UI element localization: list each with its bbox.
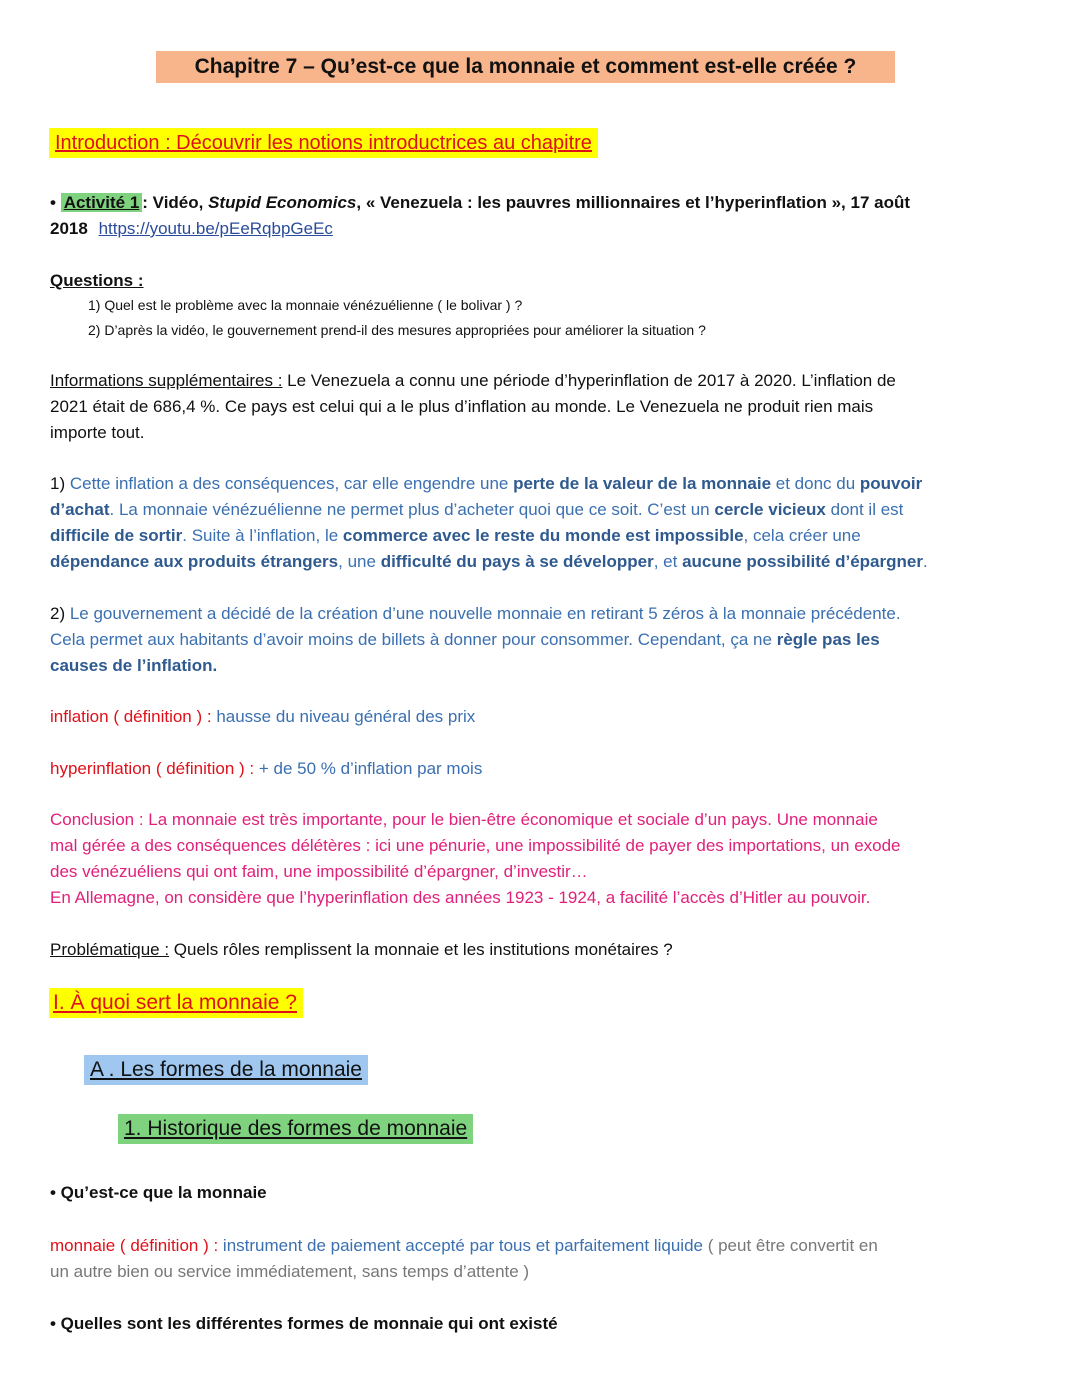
question-1: 1) Quel est le problème avec la monnaie vénézuélienne ( le bolivar ) ? <box>88 297 523 313</box>
conclusion-line-2: mal gérée a des conséquences délétères : ici une pénurie, une impossibilité de payer des importations, un exode <box>50 836 901 855</box>
answer1-t8: , et <box>653 552 683 571</box>
answer2-l2: Cela permet aux habitants d’avoir moins de billets à donner pour consommer. Cependant, ça ne <box>50 630 777 649</box>
answer1-line-4 <box>50 549 1035 575</box>
answer1-b5: difficile de sortir <box>50 526 183 545</box>
answer2-num: 2) <box>50 604 66 623</box>
question-2: 2) D’après la vidéo, le gouvernement prend-il des mesures appropriées pour améliorer la situation ? <box>88 322 706 338</box>
problematique <box>50 937 1035 963</box>
bullet-question-2: • Quelles sont les différentes formes de monnaie qui ont existé <box>50 1314 558 1333</box>
activity-text-a: : Vidéo, <box>142 193 209 212</box>
answer1-b4: cercle vicieux <box>714 500 826 519</box>
answer1-b1: perte de la valeur de la monnaie <box>513 474 772 493</box>
answer1-b3: d’achat <box>50 500 110 519</box>
answer1-b7: dépendance aux produits étrangers <box>50 552 339 571</box>
answer2-line-2 <box>50 627 1035 653</box>
bullet: • <box>50 193 56 212</box>
def-hyper-text: + de 50 % d’inflation par mois <box>254 759 483 778</box>
bullet-question-1: • Qu’est-ce que la monnaie <box>50 1183 267 1202</box>
answer1-num: 1) <box>50 474 66 493</box>
def-monnaie-line-1 <box>50 1233 1035 1259</box>
activity-text-b: , « Venezuela : les pauvres millionnaires et l’hyperinflation », 17 août <box>356 193 911 212</box>
problematique-label: Problématique : <box>50 940 170 959</box>
answer1-line-2 <box>50 497 1035 523</box>
info-line-1 <box>50 368 1035 394</box>
info-text-1: Le Venezuela a connu une période d’hyperinflation de 2017 à 2020. L’inflation de <box>282 371 896 390</box>
answer1-b2: pouvoir <box>859 474 923 493</box>
def-monnaie-text: instrument de paiement accepté par tous et parfaitement liquide <box>218 1236 703 1255</box>
intro-heading: Introduction : Découvrir les notions introductrices au chapitre <box>49 128 598 158</box>
answer1-b6: commerce avec le reste du monde est impossible <box>342 526 744 545</box>
def-hyperinflation <box>50 756 1035 782</box>
conclusion-line-3: des vénézuéliens qui ont faim, une impossibilité d’épargner, d’investir… <box>50 862 588 881</box>
section-1-heading: 1. Historique des formes de monnaie <box>118 1114 473 1144</box>
activity-link[interactable]: https://youtu.be/pEeRqbpGeEc <box>98 219 333 238</box>
info-line-3: importe tout. <box>50 423 145 442</box>
def-inflation-text: hausse du niveau général des prix <box>211 707 476 726</box>
answer1-t7: , une <box>338 552 381 571</box>
def-inflation <box>50 704 1035 730</box>
answer1-t4: dont il est <box>825 500 904 519</box>
answer1-t3: . La monnaie vénézuélienne ne permet plus d’acheter quoi que ce soit. C’est un <box>109 500 715 519</box>
def-monnaie-line-2: un autre bien ou service immédiatement, sans temps d’attente ) <box>50 1262 530 1281</box>
info-line-2: 2021 était de 686,4 %. Ce pays est celui qui a le plus d’inflation au monde. Le Venezuela ne produit rien mais <box>50 397 874 416</box>
answer1-line-3 <box>50 523 1035 549</box>
answer1-t1: Cette inflation a des conséquences, car elle engendre une <box>65 474 514 493</box>
questions-heading: Questions : <box>50 271 144 290</box>
def-hyper-term: hyperinflation ( définition ) : <box>50 759 255 778</box>
answer1-b9: aucune possibilité d’épargner <box>682 552 923 571</box>
def-monnaie-extra-1: ( peut être convertit en <box>703 1236 878 1255</box>
activity-year: 2018 <box>50 219 88 238</box>
answer1-t5: . Suite à l’inflation, le <box>182 526 343 545</box>
def-inflation-term: inflation ( définition ) : <box>50 707 212 726</box>
section-A-heading: A . Les formes de la monnaie <box>84 1055 368 1085</box>
answer1-b8: difficulté du pays à se développer <box>380 552 654 571</box>
activity-line-2 <box>50 216 333 242</box>
answer2-line-3: causes de l’inflation. <box>50 656 218 675</box>
section-I-heading: I. À quoi sert la monnaie ? <box>49 988 303 1018</box>
activity-label: Activité 1 <box>61 193 143 212</box>
problematique-text: Quels rôles remplissent la monnaie et les institutions monétaires ? <box>169 940 673 959</box>
conclusion-line-4: En Allemagne, on considère que l’hyperinflation des années 1923 - 1924, a facilité l’accès d’Hitler au pouvoir. <box>50 888 871 907</box>
conclusion-line-1: Conclusion : La monnaie est très importante, pour le bien-être économique et sociale d’un pays. Une monnaie <box>50 810 878 829</box>
activity-source: Stupid Economics <box>208 193 357 212</box>
answer1-t9: . <box>922 552 928 571</box>
def-monnaie-term: monnaie ( définition ) : <box>50 1236 219 1255</box>
answer2-line-1 <box>50 601 1035 627</box>
activity-line <box>50 190 1035 216</box>
answer1-t6: , cela créer une <box>743 526 861 545</box>
info-label: Informations supplémentaires : <box>50 371 283 390</box>
answer1-line-1 <box>50 471 1035 497</box>
answer1-t2: et donc du <box>771 474 860 493</box>
answer2-b1: règle pas les <box>776 630 880 649</box>
answer2-l1: Le gouvernement a décidé de la création d’une nouvelle monnaie en retirant 5 zéros à la monnaie précédente. <box>65 604 901 623</box>
page-title: Chapitre 7 – Qu’est-ce que la monnaie et comment est-elle créée ? <box>156 51 895 83</box>
